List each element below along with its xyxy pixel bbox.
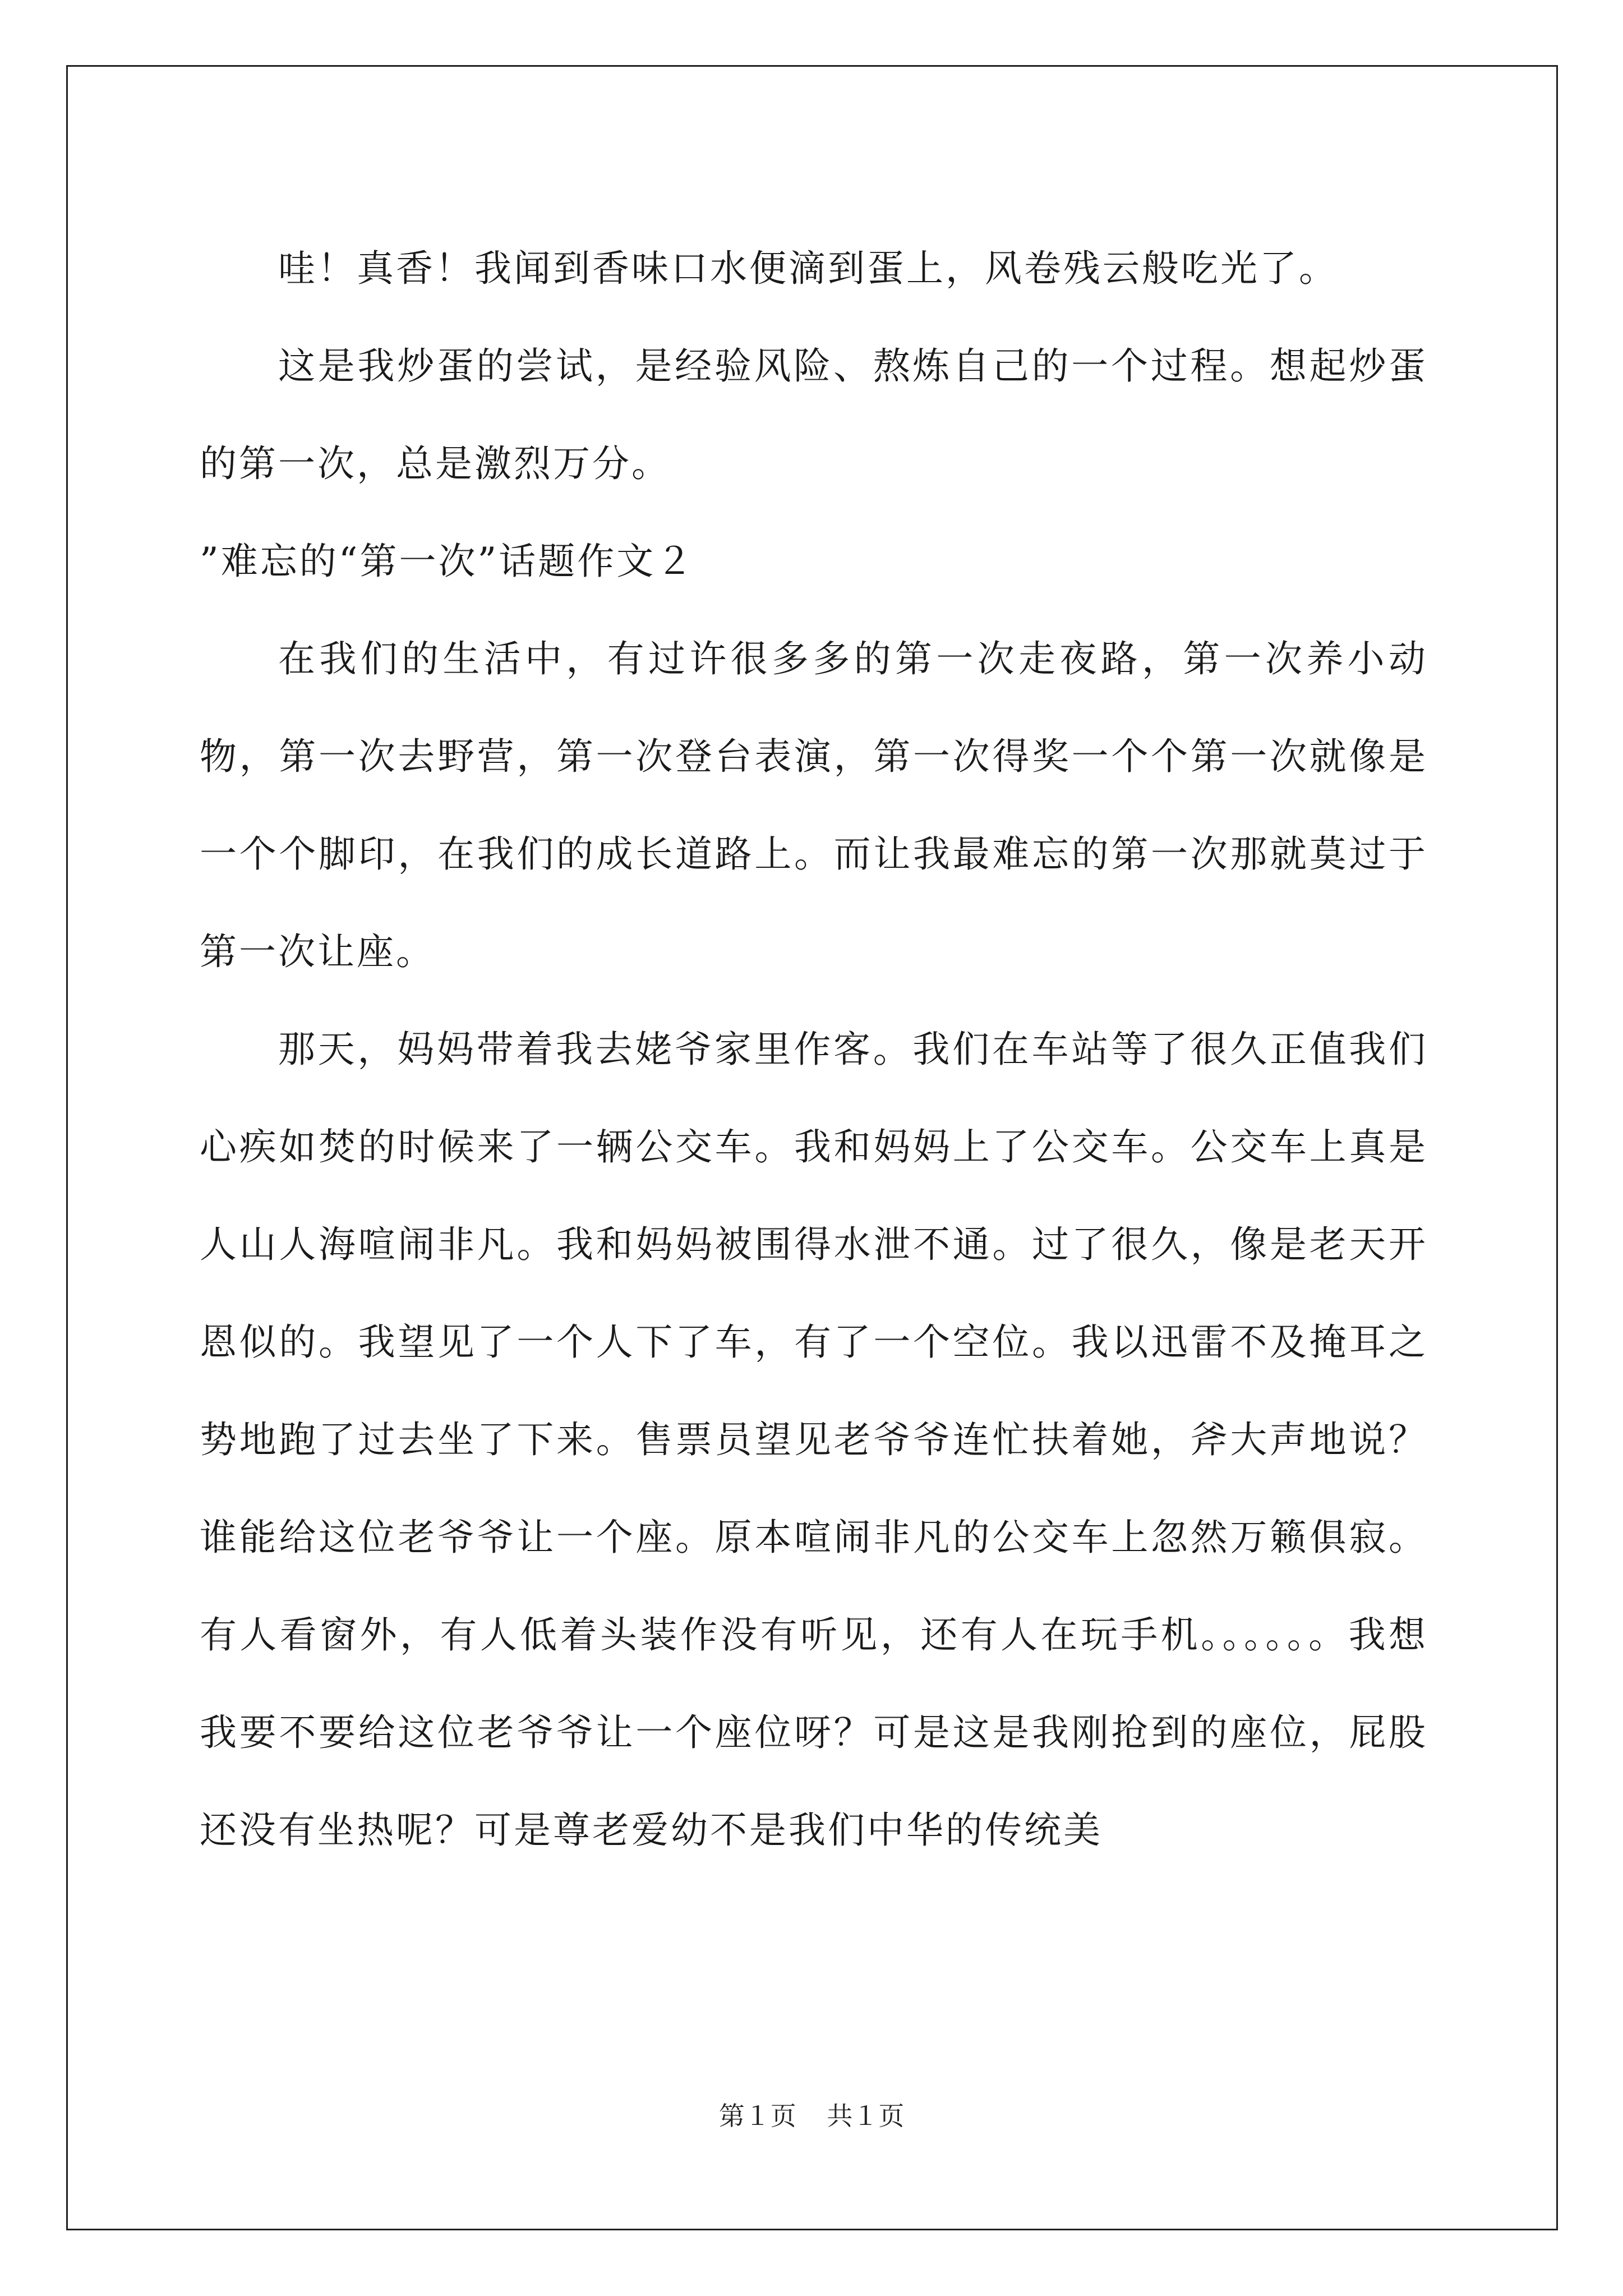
paragraph-2: 这是我炒蛋的尝试，是经验风险、熬炼自己的一个过程。想起炒蛋的第一次，总是激烈万分。: [200, 344, 1428, 485]
paragraph-4: 那天，妈妈带着我去姥爷家里作客。我们在车站等了很久正值我们心疾如焚的时候来了一辆公交车。我和妈妈上了公交车。公交车上真是人山人海喧闹非凡。我和妈妈被围得水泄不通。过了很久，像是老天开恩似的。我望见了一个人下了车，有了一个空位。我以迅雷不及掩耳之势地跑了过去坐了下来。售票员望见老爷爷连忙扶着她，斧大声地说？谁能给这位老爷爷让一个座。原本喧闹非凡的公交车上忽然万籁俱寂。有人看窗外，有人低着头装作没有听见，还有人在玩手机。。。。。。我想我要不要给这位老爷爷让一个座位呀？可是这是我刚抢到的座位，屁股还没有坐热呢？可是尊老爱幼不是我们中华的传统美: [200, 1028, 1428, 1852]
document-body: [200, 220, 1428, 1879]
section-heading: ”难忘的“第一次”话题作文２: [200, 540, 695, 583]
page-total: 共１页: [827, 2101, 905, 2131]
paragraph-1: 哇！真香！我闻到香味口水便滴到蛋上，风卷残云般吃光了。: [278, 247, 1338, 290]
paragraph-3: 在我们的生活中，有过许很多多的第一次走夜路，第一次养小动物，第一次去野营，第一次登台表演，第一次得奖一个个第一次就像是一个个脚印，在我们的成长道路上。而让我最难忘的第一次那就莫过于第一次让座。: [200, 637, 1428, 973]
page-footer: [0, 2096, 1623, 2133]
page-number: 第１页: [718, 2101, 796, 2131]
